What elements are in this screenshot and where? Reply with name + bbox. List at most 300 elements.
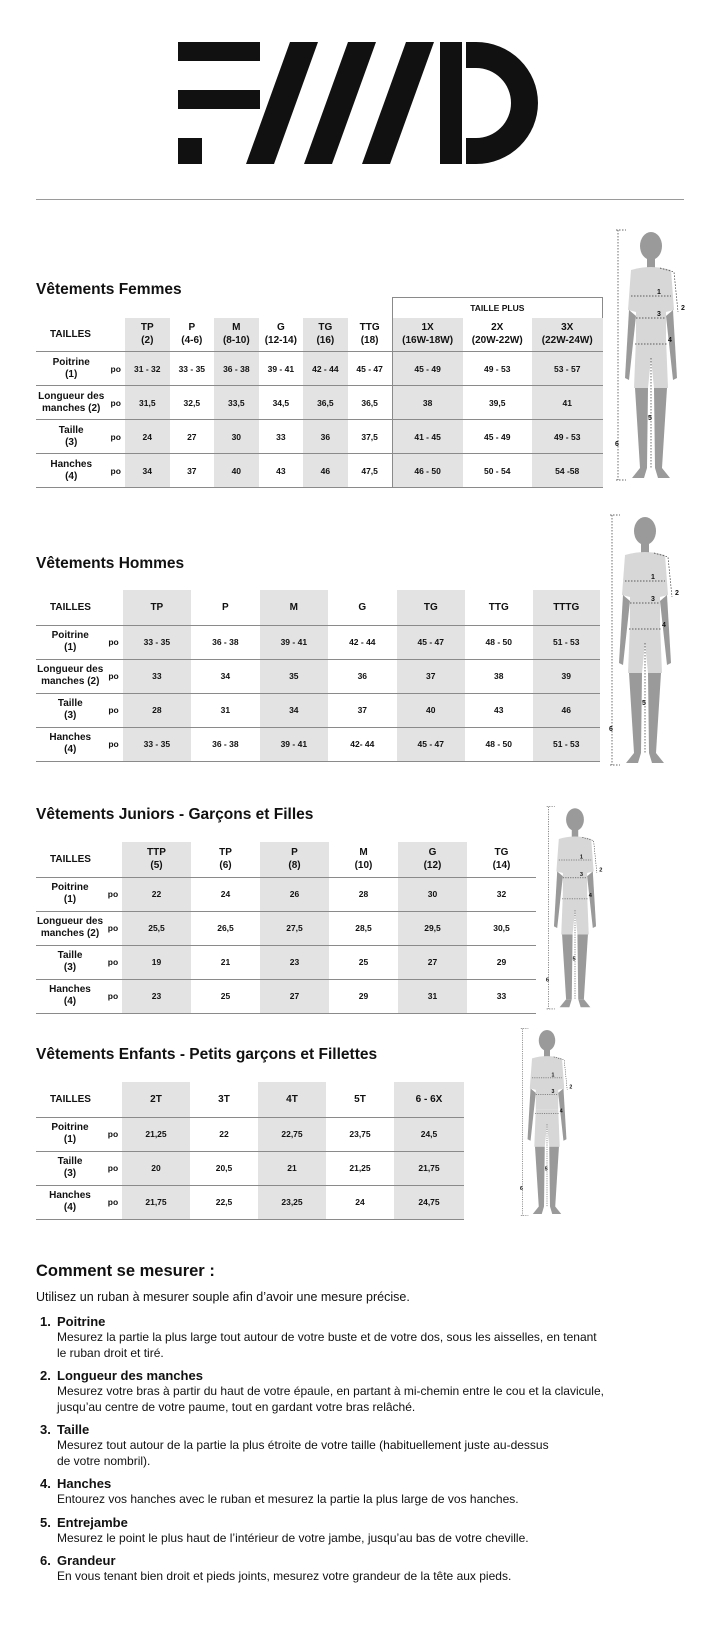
size-code: TG bbox=[423, 601, 438, 613]
step-title: Longueur des manches bbox=[57, 1368, 203, 1383]
unit-label: po bbox=[104, 659, 122, 693]
measure-value: 45 - 47 bbox=[397, 625, 465, 659]
measure-value: 31,5 bbox=[125, 386, 170, 420]
figure-shirt bbox=[628, 267, 674, 338]
measure-name: Longueur des bbox=[37, 664, 104, 675]
measure-label bbox=[36, 1151, 104, 1185]
measure-value: 29,5 bbox=[398, 911, 467, 945]
measure-name: Hanches bbox=[49, 984, 91, 995]
figure-label-3: 3 bbox=[657, 311, 661, 318]
measure-value: 46 bbox=[303, 454, 348, 488]
size-equivalent: (16) bbox=[316, 335, 335, 347]
figure-label-2: 2 bbox=[599, 867, 603, 874]
measure-number: (1) bbox=[63, 1134, 77, 1145]
men-body-figure bbox=[608, 513, 682, 775]
size-header-m bbox=[214, 318, 259, 352]
measure-number: (3) bbox=[65, 436, 78, 448]
size-header-tg bbox=[397, 590, 465, 625]
figure-label-6: 6 bbox=[520, 1186, 523, 1193]
measure-value: 28,5 bbox=[329, 911, 398, 945]
measure-value: 24 bbox=[326, 1185, 394, 1219]
figure-neck bbox=[647, 258, 655, 268]
step-item bbox=[40, 1314, 696, 1361]
measure-value: 41 bbox=[532, 386, 603, 420]
step-item bbox=[40, 1422, 696, 1469]
measure-name: Taille bbox=[57, 1156, 83, 1167]
measure-value: 36 - 38 bbox=[214, 352, 259, 386]
measure-name: Poitrine bbox=[51, 882, 89, 893]
measure-value: 21 bbox=[258, 1151, 326, 1185]
size-header-1x bbox=[392, 318, 462, 352]
unit-label: po bbox=[106, 386, 125, 420]
size-code: 6 - 6X bbox=[415, 1093, 443, 1105]
size-equivalent: (12-14) bbox=[264, 335, 297, 347]
step-description: jusqu’au centre de votre paume, tout en gardant votre bras relâché. bbox=[57, 1399, 416, 1414]
measure-value: 22,5 bbox=[190, 1185, 258, 1219]
step-title: Taille bbox=[57, 1422, 90, 1437]
figure-left-foot bbox=[626, 753, 641, 763]
measure-value: 29 bbox=[329, 979, 398, 1013]
measure-label bbox=[36, 945, 104, 979]
table-row bbox=[36, 979, 536, 1013]
measure-value: 23,75 bbox=[326, 1117, 394, 1151]
size-header-2t bbox=[122, 1082, 190, 1117]
women-body-figure bbox=[614, 228, 688, 490]
step-title: Hanches bbox=[57, 1476, 112, 1491]
size-code: M bbox=[359, 847, 368, 859]
measure-label bbox=[36, 352, 106, 386]
size-header-ttg bbox=[348, 318, 393, 352]
measure-value: 23,25 bbox=[258, 1185, 326, 1219]
measure-number: (1) bbox=[63, 894, 77, 905]
measure-name: Taille bbox=[58, 424, 84, 436]
measure-value: 21,25 bbox=[122, 1117, 190, 1151]
step-number: 3. bbox=[40, 1422, 51, 1437]
table-row bbox=[36, 1151, 464, 1185]
sizes-label: TAILLES bbox=[36, 1082, 122, 1117]
figure-left-arm bbox=[554, 871, 563, 928]
figure-right-arm bbox=[558, 1088, 566, 1140]
size-code: G bbox=[358, 601, 367, 613]
size-equivalent: (5) bbox=[150, 860, 163, 872]
step-heading bbox=[40, 1314, 696, 1330]
measure-value: 39 bbox=[533, 659, 601, 693]
size-code: G bbox=[276, 322, 285, 334]
measure-value: 33 - 35 bbox=[170, 352, 215, 386]
table-row bbox=[36, 352, 603, 386]
figure-right-leg bbox=[549, 1147, 559, 1207]
step-number: 2. bbox=[40, 1368, 51, 1383]
size-header-66x bbox=[394, 1082, 464, 1117]
how-to-intro: Utilisez un ruban à mesurer souple afin d’avoir une mesure précise. bbox=[36, 1290, 410, 1304]
measure-value: 47,5 bbox=[348, 454, 393, 488]
measure-value: 33 - 35 bbox=[123, 727, 191, 761]
measure-value: 27 bbox=[260, 979, 329, 1013]
step-description: Mesurez tout autour de la partie la plus étroite de votre taille (habituellement juste au-dessus bbox=[57, 1438, 549, 1452]
measure-value: 33,5 bbox=[214, 386, 259, 420]
size-header-tttg bbox=[533, 590, 601, 625]
size-code: TP bbox=[219, 847, 232, 859]
size-code: TTTG bbox=[553, 601, 580, 613]
measure-value: 50 - 54 bbox=[463, 454, 532, 488]
measure-value: 31 bbox=[398, 979, 467, 1013]
figure-label-4: 4 bbox=[588, 893, 592, 900]
measure-value: 46 - 50 bbox=[392, 454, 462, 488]
step-number: 6. bbox=[40, 1553, 51, 1568]
measure-value: 36 - 38 bbox=[191, 727, 259, 761]
measure-name: Poitrine bbox=[52, 356, 90, 368]
size-equivalent: (14) bbox=[492, 860, 511, 872]
kids-size-table bbox=[36, 1082, 464, 1220]
measure-value: 48 - 50 bbox=[465, 727, 532, 761]
measure-number: (3) bbox=[63, 1168, 77, 1179]
measure-number: manches (2) bbox=[40, 928, 100, 939]
step-item bbox=[40, 1368, 696, 1415]
measure-value: 37 bbox=[170, 454, 215, 488]
size-header-g bbox=[328, 590, 396, 625]
size-equivalent: (20W-22W) bbox=[471, 335, 523, 347]
measure-value: 37,5 bbox=[348, 420, 393, 454]
measure-value: 51 - 53 bbox=[533, 625, 601, 659]
measure-value: 27 bbox=[170, 420, 215, 454]
measure-name: Taille bbox=[57, 950, 83, 961]
measure-number: (3) bbox=[63, 962, 77, 973]
step-item bbox=[40, 1553, 696, 1585]
measure-value: 30 bbox=[214, 420, 259, 454]
table-row bbox=[36, 877, 536, 911]
step-description: le ruban droit et tiré. bbox=[57, 1345, 164, 1360]
figure-head bbox=[634, 517, 656, 545]
top-divider bbox=[36, 199, 684, 200]
table-row bbox=[36, 625, 600, 659]
men-size-table bbox=[36, 590, 600, 762]
table-row bbox=[36, 659, 600, 693]
size-header-p bbox=[170, 318, 215, 352]
figure-left-foot bbox=[632, 468, 647, 478]
size-code: M bbox=[232, 322, 241, 334]
measure-label bbox=[36, 911, 104, 945]
figure-right-arm bbox=[666, 310, 677, 380]
figure-right-foot bbox=[550, 1207, 561, 1214]
figure-shirt bbox=[530, 1056, 564, 1109]
unit-label: po bbox=[104, 1117, 122, 1151]
juniors-size-table bbox=[36, 842, 536, 1014]
measure-value: 38 bbox=[465, 659, 532, 693]
size-equivalent: (16W-18W) bbox=[402, 335, 454, 347]
figure-left-arm bbox=[528, 1088, 536, 1140]
table-row bbox=[36, 945, 536, 979]
measure-value: 42 - 44 bbox=[328, 625, 396, 659]
unit-label: po bbox=[104, 693, 122, 727]
step-heading bbox=[40, 1368, 696, 1384]
table-row bbox=[36, 454, 603, 488]
measure-label bbox=[36, 625, 104, 659]
size-code: TP bbox=[150, 601, 164, 613]
section-title: Vêtements Femmes bbox=[36, 281, 182, 298]
size-header-5t bbox=[326, 1082, 394, 1117]
sizes-label: TAILLES bbox=[36, 842, 122, 877]
table-row bbox=[36, 727, 600, 761]
figure-label-3: 3 bbox=[551, 1088, 555, 1095]
figure-shorts bbox=[534, 1109, 559, 1146]
size-code: M bbox=[289, 601, 298, 613]
fwd-logo bbox=[178, 42, 540, 164]
unit-label: po bbox=[104, 945, 122, 979]
figure-left-arm bbox=[619, 595, 630, 665]
figure-head bbox=[566, 808, 584, 831]
size-header-tg bbox=[303, 318, 348, 352]
figure-label-2: 2 bbox=[569, 1084, 573, 1091]
measure-label bbox=[36, 877, 104, 911]
measure-value: 20 bbox=[122, 1151, 190, 1185]
step-number: 1. bbox=[40, 1314, 51, 1329]
measure-number: manches (2) bbox=[41, 676, 100, 687]
measure-value: 28 bbox=[123, 693, 191, 727]
measure-value: 31 - 32 bbox=[125, 352, 170, 386]
measure-value: 21,75 bbox=[394, 1151, 464, 1185]
figure-neck bbox=[544, 1049, 550, 1056]
measure-value: 39 - 41 bbox=[259, 352, 304, 386]
figure-left-arm bbox=[625, 310, 636, 380]
step-description: Entourez vos hanches avec le ruban et mesurez la partie la plus large de vos hanches. bbox=[57, 1492, 519, 1506]
measure-label bbox=[36, 727, 104, 761]
section-title: Vêtements Enfants - Petits garçons et Fillettes bbox=[36, 1046, 378, 1063]
figure-left-leg bbox=[562, 934, 573, 999]
measure-value: 34 bbox=[260, 693, 328, 727]
measure-value: 33 bbox=[467, 979, 536, 1013]
measure-number: (4) bbox=[64, 744, 77, 755]
measure-value: 34,5 bbox=[259, 386, 304, 420]
size-header-g bbox=[398, 842, 467, 877]
unit-label: po bbox=[104, 1151, 122, 1185]
unit-label: po bbox=[104, 1185, 122, 1219]
measure-value: 40 bbox=[214, 454, 259, 488]
figure-label-3: 3 bbox=[579, 872, 584, 879]
figure-neck bbox=[641, 543, 649, 553]
measure-value: 41 - 45 bbox=[392, 420, 462, 454]
step-description: Mesurez votre bras à partir du haut de votre épaule, en partant à mi-chemin entre le cou et la clavicule, bbox=[57, 1384, 604, 1398]
measure-value: 30 bbox=[398, 877, 467, 911]
measure-value: 20,5 bbox=[190, 1151, 258, 1185]
size-code: P bbox=[188, 322, 196, 334]
measure-number: (3) bbox=[64, 710, 77, 721]
measure-value: 36,5 bbox=[303, 386, 348, 420]
figure-head bbox=[539, 1030, 555, 1051]
size-header-tp bbox=[191, 842, 260, 877]
unit-label: po bbox=[106, 454, 125, 488]
measure-value: 28 bbox=[329, 877, 398, 911]
size-header-p bbox=[191, 590, 259, 625]
measure-name: Longueur des bbox=[36, 916, 104, 927]
size-code: TG bbox=[318, 322, 333, 334]
table-row bbox=[36, 911, 536, 945]
measure-number: (4) bbox=[63, 1202, 77, 1213]
measure-value: 37 bbox=[328, 693, 396, 727]
size-header-g bbox=[259, 318, 304, 352]
size-code: P bbox=[291, 847, 298, 859]
figure-right-leg bbox=[577, 934, 588, 999]
size-header-m bbox=[329, 842, 398, 877]
measure-value: 26,5 bbox=[191, 911, 260, 945]
size-code: TTP bbox=[147, 847, 166, 859]
step-title: Poitrine bbox=[57, 1314, 106, 1329]
measure-value: 54 -58 bbox=[532, 454, 603, 488]
measure-number: manches (2) bbox=[42, 402, 101, 414]
figure-label-6: 6 bbox=[545, 977, 550, 984]
step-description: En vous tenant bien droit et pieds joints, mesurez votre grandeur de la tête aux pieds. bbox=[57, 1569, 512, 1583]
unit-label: po bbox=[104, 911, 122, 945]
measure-value: 27,5 bbox=[260, 911, 329, 945]
measure-label bbox=[36, 1117, 104, 1151]
step-item bbox=[40, 1515, 696, 1547]
measure-value: 26 bbox=[260, 877, 329, 911]
unit-label: po bbox=[104, 979, 122, 1013]
table-row bbox=[36, 1117, 464, 1151]
measure-value: 45 - 49 bbox=[463, 420, 532, 454]
size-header-p bbox=[260, 842, 329, 877]
size-equivalent: (22W-24W) bbox=[541, 335, 593, 347]
figure-label-4: 4 bbox=[668, 337, 672, 344]
measure-number: (1) bbox=[64, 642, 77, 653]
table-row bbox=[36, 1185, 464, 1219]
size-equivalent: (8-10) bbox=[222, 335, 250, 347]
section-title: Vêtements Juniors - Garçons et Filles bbox=[36, 806, 314, 823]
size-code: TP bbox=[140, 322, 154, 334]
figure-label-3: 3 bbox=[651, 596, 655, 603]
measure-value: 51 - 53 bbox=[533, 727, 601, 761]
size-equivalent: (6) bbox=[219, 860, 232, 872]
measure-label bbox=[36, 420, 106, 454]
figure-label-6: 6 bbox=[615, 441, 619, 448]
measure-label bbox=[36, 1185, 104, 1219]
measure-value: 21,25 bbox=[326, 1151, 394, 1185]
measure-value: 53 - 57 bbox=[532, 352, 603, 386]
size-code: 4T bbox=[286, 1093, 298, 1105]
measure-value: 33 - 35 bbox=[123, 625, 191, 659]
figure-label-1: 1 bbox=[657, 289, 661, 296]
figure-shirt bbox=[556, 837, 593, 894]
size-header-2x bbox=[463, 318, 532, 352]
step-title: Grandeur bbox=[57, 1553, 116, 1568]
measure-value: 37 bbox=[397, 659, 465, 693]
how-to-title: Comment se mesurer : bbox=[36, 1262, 215, 1280]
size-header-ttg bbox=[465, 590, 532, 625]
measure-value: 34 bbox=[191, 659, 259, 693]
figure-right-foot bbox=[578, 999, 590, 1007]
measure-value: 29 bbox=[467, 945, 536, 979]
measure-name: Hanches bbox=[50, 458, 93, 470]
size-equivalent: (12) bbox=[423, 860, 442, 872]
measure-value: 45 - 49 bbox=[392, 352, 462, 386]
measure-value: 40 bbox=[397, 693, 465, 727]
measure-value: 34 bbox=[125, 454, 170, 488]
steps-list bbox=[36, 1314, 696, 1585]
section-title: Vêtements Hommes bbox=[36, 555, 185, 572]
step-description: de votre nombril). bbox=[57, 1453, 151, 1468]
size-code: 1X bbox=[421, 322, 434, 334]
figure-shirt bbox=[622, 552, 668, 623]
measure-name: Poitrine bbox=[51, 1122, 89, 1133]
measure-value: 25 bbox=[191, 979, 260, 1013]
measure-value: 31 bbox=[191, 693, 259, 727]
size-header-m bbox=[260, 590, 328, 625]
measure-value: 42 - 44 bbox=[303, 352, 348, 386]
size-code: G bbox=[428, 847, 437, 859]
step-heading bbox=[40, 1476, 696, 1492]
figure-right-arm bbox=[660, 595, 671, 665]
measure-value: 42- 44 bbox=[328, 727, 396, 761]
size-code: 3T bbox=[218, 1093, 230, 1105]
figure-left-foot bbox=[560, 999, 572, 1007]
measure-value: 36 bbox=[303, 420, 348, 454]
measure-name: Taille bbox=[57, 698, 83, 709]
table-row bbox=[36, 420, 603, 454]
measure-value: 45 - 47 bbox=[397, 727, 465, 761]
measure-number: (4) bbox=[63, 996, 77, 1007]
step-description: Mesurez la partie la plus large tout autour de votre buste et de votre dos, sous les aisselles, en tenant bbox=[57, 1330, 597, 1344]
unit-label: po bbox=[106, 352, 125, 386]
measure-value: 24 bbox=[191, 877, 260, 911]
measure-label bbox=[36, 386, 106, 420]
measure-name: Longueur des bbox=[38, 390, 105, 402]
size-equivalent: (10) bbox=[354, 860, 373, 872]
measure-value: 39 - 41 bbox=[260, 727, 328, 761]
women-size-table bbox=[36, 297, 603, 488]
step-item bbox=[40, 1476, 696, 1508]
figure-left-leg bbox=[635, 388, 648, 468]
measure-value: 43 bbox=[465, 693, 532, 727]
measure-value: 21,75 bbox=[122, 1185, 190, 1219]
figure-label-1: 1 bbox=[551, 1072, 555, 1079]
figure-right-leg bbox=[648, 673, 661, 753]
measure-value: 30,5 bbox=[467, 911, 536, 945]
measure-value: 33 bbox=[123, 659, 191, 693]
sizes-label: TAILLES bbox=[36, 590, 123, 625]
step-description: Mesurez le point le plus haut de l’intérieur de votre jambe, jusqu’au bas de votre cheville. bbox=[57, 1530, 529, 1545]
measure-value: 24 bbox=[125, 420, 170, 454]
measure-value: 49 - 53 bbox=[532, 420, 603, 454]
figure-label-4: 4 bbox=[559, 1108, 563, 1115]
measure-name: Poitrine bbox=[51, 630, 89, 641]
size-equivalent: (2) bbox=[141, 335, 154, 347]
figure-label-5: 5 bbox=[642, 700, 646, 707]
step-number: 5. bbox=[40, 1514, 51, 1530]
measure-value: 39 - 41 bbox=[260, 625, 328, 659]
size-header-ttp bbox=[122, 842, 191, 877]
measure-value: 36,5 bbox=[348, 386, 393, 420]
figure-label-5: 5 bbox=[544, 1166, 548, 1173]
measure-value: 22,75 bbox=[258, 1117, 326, 1151]
figure-left-leg bbox=[535, 1147, 545, 1207]
size-header-tp bbox=[123, 590, 191, 625]
sizes-label: TAILLES bbox=[36, 318, 125, 352]
measure-value: 22 bbox=[190, 1117, 258, 1151]
step-heading bbox=[40, 1515, 696, 1531]
size-header-4t bbox=[258, 1082, 326, 1117]
figure-right-foot bbox=[655, 468, 670, 478]
figure-right-arm bbox=[587, 871, 596, 928]
unit-label: po bbox=[106, 420, 125, 454]
kid-body-figure bbox=[517, 1027, 577, 1223]
figure-label-2: 2 bbox=[675, 590, 679, 597]
measure-number: (4) bbox=[65, 470, 78, 482]
measure-value: 23 bbox=[122, 979, 191, 1013]
measure-value: 32 bbox=[467, 877, 536, 911]
size-code: 2X bbox=[491, 322, 504, 334]
size-code: TG bbox=[494, 847, 509, 859]
size-header-3x bbox=[532, 318, 603, 352]
table-row bbox=[36, 386, 603, 420]
